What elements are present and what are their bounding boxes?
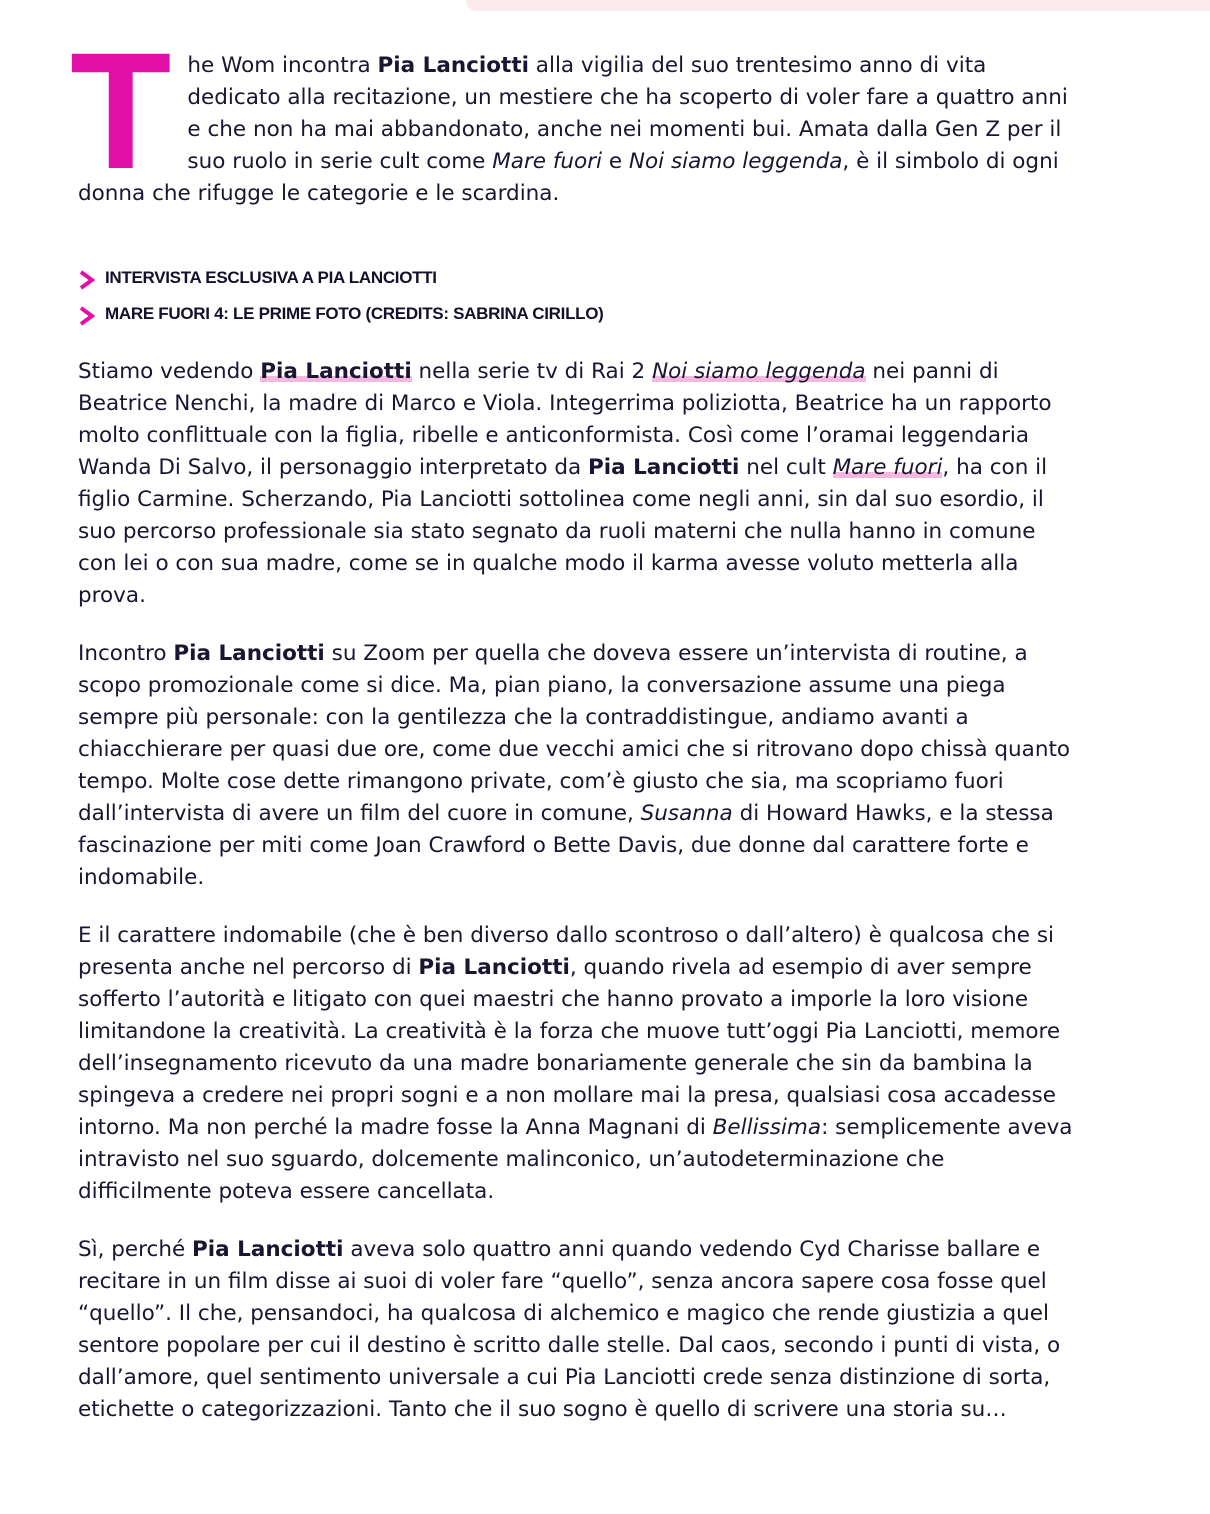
name-link[interactable]: Pia Lanciotti	[260, 359, 412, 384]
subject-name: Pia Lanciotti	[587, 455, 740, 480]
intro-paragraph: The Wom incontra Pia Lanciotti alla vigilia del suo trentesimo anno di vita dedicato alla recitazione, un mestiere che ha scoperto di voler fare a quattro anni e che non ha mai abbandonato, anche nei momenti bui. Amata dalla Gen Z per il suo ruolo in serie cult come Mare fuori e Noi siamo leggenda, è il simbolo di ogni donna che rifugge le categorie e le scardina.	[70, 19, 1068, 206]
related-links	[78, 260, 1078, 332]
subject-name: Pia Lanciotti	[377, 53, 529, 78]
chevron-right-icon	[78, 260, 98, 296]
show-title: Noi siamo leggenda	[628, 149, 843, 174]
show-link[interactable]: Noi siamo leggenda	[652, 359, 866, 384]
drop-cap: T	[70, 19, 168, 204]
related-link-label[interactable]: MARE FUORI 4: LE PRIME FOTO (CREDITS: SABRINA CIRILLO)	[105, 304, 604, 323]
body-paragraph: Stiamo vedendo Pia Lanciotti nella serie tv di Rai 2 Noi siamo leggenda nei panni di Beatrice Nenchi, la madre di Marco e Viola. Integerrima poliziotta, Beatrice ha un rapporto molto conflittuale con la figlia, ribelle e anticonformista. Così come l’oramai leggendaria Wanda Di Salvo, il personaggio interpretato da Pia Lanciotti nel cult Mare fuori, ha con il figlio Carmine. Scherzando, Pia Lanciotti sottolinea come negli anni, sin dal suo esordio, il suo percorso professionale sia stato segnato da ruoli materni che nulla hanno in comune con lei o con sua madre, come se in qualche modo il karma avesse voluto metterla alla prova.	[78, 359, 1052, 608]
subject-name: Pia Lanciotti	[418, 955, 570, 980]
body-paragraph: E il carattere indomabile (che è ben diverso dallo scontroso o dall’altero) è qualcosa che si presenta anche nel percorso di Pia Lanciotti, quando rivela ad esempio di aver sempre sofferto l’autorità e litigato con quei maestri che hanno provato a imporle la loro visione limitandone la creatività. La creatività è la forza che muove tutt’oggi Pia Lanciotti, memore dell’insegnamento ricevuto da una madre bonariamente generale che sin da bambina la spingeva a credere nei propri sogni e a non mollare mai la presa, qualsiasi cosa accadesse intorno. Ma non perché la madre fosse la Anna Magnani di Bellissima: semplicemente aveva intravisto nel suo sguardo, dolcemente malinconico, un’autodeterminazione che difficilmente poteva essere cancellata.	[78, 923, 1073, 1204]
show-link[interactable]: Mare fuori	[832, 455, 943, 480]
subject-name: Pia Lanciotti	[192, 1237, 344, 1262]
film-title: Bellissima	[712, 1115, 822, 1140]
body-paragraph: Sì, perché Pia Lanciotti aveva solo quattro anni quando vedendo Cyd Charisse ballare e recitare in un film disse ai suoi di voler fare “quello”, senza ancora sapere cosa fosse quel “quello”. Il che, pensandoci, ha qualcosa di alchemico e magico che rende giustizia a quel sentore popolare per cui il destino è scritto dalle stelle. Dal caos, secondo i punti di vista, o dall’amore, quel sentimento universale a cui Pia Lanciotti crede senza distinzione di sorta, etichette o categorizzazioni. Tanto che il suo sogno è quello di scrivere una storia su…	[78, 1237, 1061, 1422]
related-link-photos[interactable]	[78, 296, 1078, 332]
related-link-interview[interactable]	[78, 260, 1078, 296]
article-body	[70, 19, 1078, 1452]
body-paragraph: Incontro Pia Lanciotti su Zoom per quella che doveva essere un’intervista di routine, a scopo promozionale come si dice. Ma, pian piano, la conversazione assume una piega sempre più personale: con la gentilezza che la contraddistingue, andiamo avanti a chiacchierare per quasi due ore, come due vecchi amici che si ritrovano dopo chissà quanto tempo. Molte cose dette rimangono private, com’è giusto che sia, ma scopriamo fuori dall’intervista di avere un film del cuore in comune, Susanna di Howard Hawks, e la stessa fascinazione per miti come Joan Crawford o Bette Davis, due donne dal carattere forte e indomabile.	[78, 641, 1071, 890]
related-link-label[interactable]: INTERVISTA ESCLUSIVA A PIA LANCIOTTI	[105, 268, 437, 287]
subject-name: Pia Lanciotti	[173, 641, 325, 666]
top-banner-strip	[466, 0, 1210, 11]
show-title: Mare fuori	[492, 149, 603, 174]
chevron-right-icon	[78, 296, 98, 332]
film-title: Susanna	[640, 801, 733, 826]
